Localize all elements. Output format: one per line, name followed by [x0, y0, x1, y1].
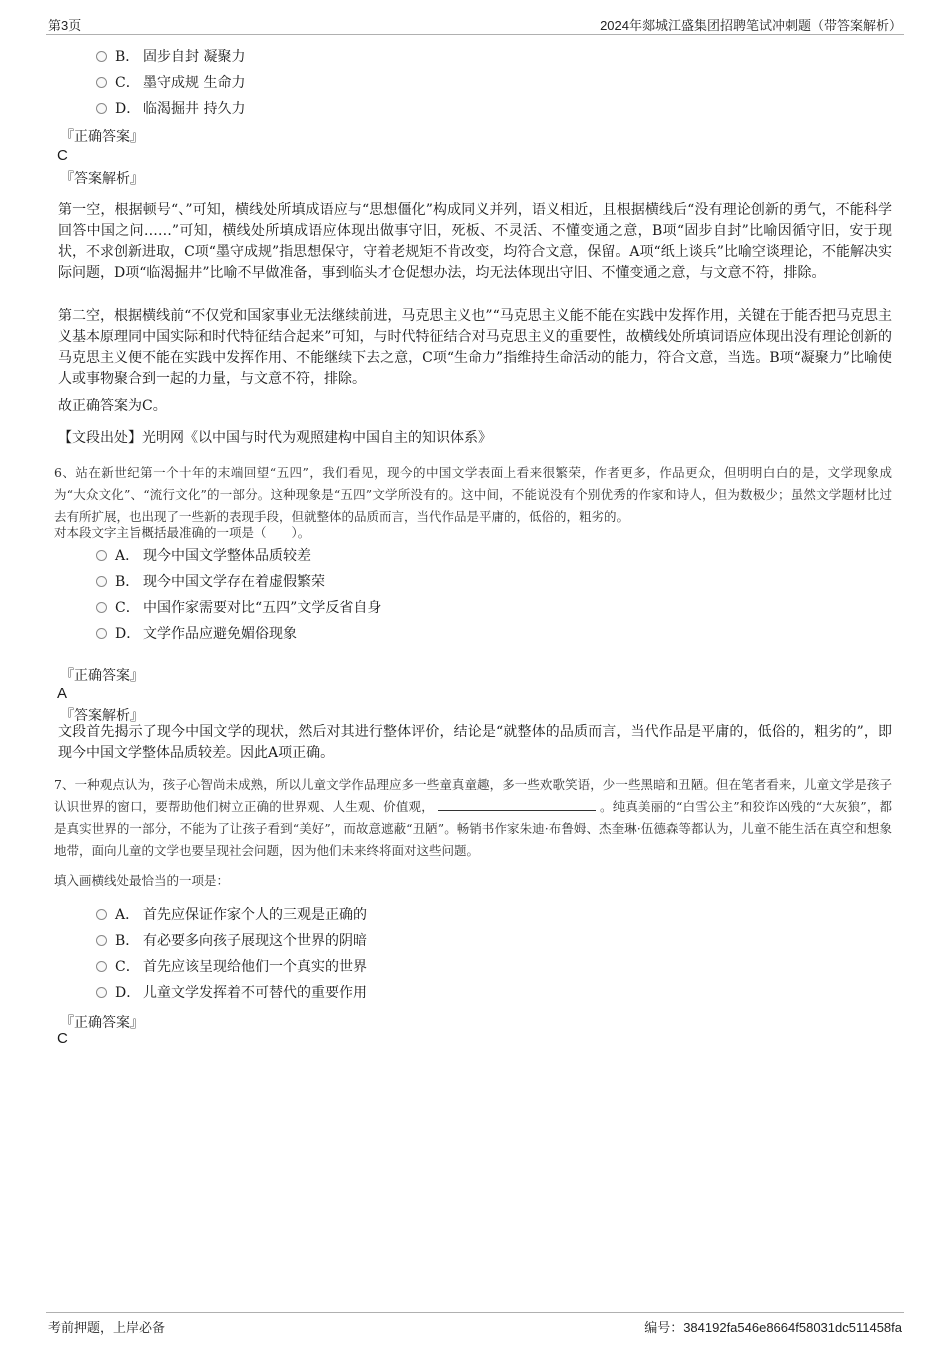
analysis-label: 『答案解析』 — [60, 171, 144, 187]
radio-icon[interactable] — [96, 51, 107, 62]
q6-question: 对本段文字主旨概括最准确的一项是（ ）。 — [54, 525, 311, 540]
page-header — [46, 12, 904, 35]
radio-icon[interactable] — [96, 628, 107, 639]
q6-analysis: 文段首先揭示了现今中国文学的现状，然后对其进行整体评价，结论是“就整体的品质而言，当代作品是平庸的，低俗的，粗劣的”，即现今中国文学整体品质较差。因此A项正确。 — [58, 724, 892, 761]
radio-icon[interactable] — [96, 987, 107, 998]
q6-option-d[interactable]: D． 文学作品应避免媚俗现象 — [96, 624, 297, 644]
page-footer — [46, 1312, 904, 1335]
radio-icon[interactable] — [96, 961, 107, 972]
q6-option-c[interactable]: C． 中国作家需要对比“五四”文学反省自身 — [96, 598, 381, 618]
fill-in-blank — [438, 798, 596, 811]
correct-answer-label: 『正确答案』 — [60, 129, 144, 145]
q6-option-b[interactable]: B． 现今中国文学存在着虚假繁荣 — [96, 572, 325, 592]
radio-icon[interactable] — [96, 77, 107, 88]
q7-option-a[interactable]: A． 首先应保证作家个人的三观是正确的 — [96, 905, 367, 925]
q6-answer: A — [57, 685, 68, 702]
correct-answer-label: 『正确答案』 — [60, 1015, 144, 1031]
q5-conclusion: 故正确答案为C。 — [58, 398, 167, 414]
radio-icon[interactable] — [96, 550, 107, 561]
q7-stem: 7、一种观点认为，孩子心智尚未成熟，所以儿童文学作品理应多一些童真童趣，多一些欢歌笑语，少一些黑暗和丑陋。但在笔者看来，儿童文学是孩子认识世界的窗口，要帮助他们树立正确的世界观、人生观、价值观， 。纯真美丽的“白雪公主”和狡诈凶残的“大灰狼”，都是真实世界的一部分，不能为了让孩子看到“美好”，而故意遮蔽“丑陋”。畅销书作家朱迪·布鲁姆、杰奎琳·伍德森等都认为，儿童不能生活在真空和想象地带，面向儿童的文学也要呈现社会问题，因为他们未来终将面对这些问题。 — [54, 777, 892, 858]
radio-icon[interactable] — [96, 602, 107, 613]
analysis-label: 『答案解析』 — [60, 708, 144, 724]
radio-icon[interactable] — [96, 909, 107, 920]
footer-slogan: 考前押题，上岸必备 — [48, 1320, 166, 1335]
document-id: 编号：384192fa546e8664f58031dc511458fa — [644, 1320, 902, 1335]
q7-option-d[interactable]: D． 儿童文学发挥着不可替代的重要作用 — [96, 983, 367, 1003]
q7-question: 填入画横线处最恰当的一项是： — [54, 873, 230, 888]
q7-option-c[interactable]: C． 首先应该呈现给他们一个真实的世界 — [96, 957, 367, 977]
q6-stem: 6、站在新世纪第一个十年的末端回望“五四”，我们看见，现今的中国文学表面上看来很繁荣，作者更多，作品更众，但明明白白的是，文学现象成为“大众文化”、“流行文化”的一部分。这种现象是“五四”文学所没有的。这中间，不能说没有个别优秀的作家和诗人，但为数极少；虽然文学题材比过去有所扩展，也出现了一些新的表现手段，但就整体的品质而言，当代作品是平庸的，低俗的，粗劣的。 — [54, 465, 892, 524]
radio-icon[interactable] — [96, 576, 107, 587]
q6-option-a[interactable]: A． 现今中国文学整体品质较差 — [96, 546, 311, 566]
radio-icon[interactable] — [96, 935, 107, 946]
q5-source: 【文段出处】光明网《以中国与时代为观照建构中国自主的知识体系》 — [58, 430, 492, 446]
q5-analysis-para-1: 第一空，根据顿号“、”可知，横线处所填成语应与“思想僵化”构成同义并列，语义相近，且根据横线后“没有理论创新的勇气，不能科学回答中国之问……”可知，横线处所填成语应体现出做事守旧，死板、不灵活、不懂变通之意，B项“固步自封”比喻因循守旧，安于现状，不求创新进取，C项“墨守成规”指思想保守，守着老规矩不肯改变，均符合文意，保留。A项“纸上谈兵”比喻空谈理论，不能解决实际问题，D项“临渴掘井”比喻不早做准备，事到临头才仓促想办法，均无法体现出守旧、不懂变通之意，与文意不符，排除。 — [58, 202, 892, 281]
q5-answer: C — [57, 147, 68, 164]
q5-analysis-para-2: 第二空，根据横线前“不仅党和国家事业无法继续前进，马克思主义也”“马克思主义能不能在实践中发挥作用，关键在于能否把马克思主义基本原理同中国实际和时代特征结合起来”可知，与时代特征结合对马克思主义的重要性，故横线处所填词语应体现出没有理论创新的马克思主义便不能在实践中发挥作用、不能继续下去之意，C项“生命力”指维持生命活动的能力，符合文意，当选。B项“凝聚力”比喻使人或事物聚合到一起的力量，与文意不符，排除。 — [58, 308, 892, 387]
document-title: 2024年郯城江盛集团招聘笔试冲刺题（带答案解析） — [600, 18, 902, 33]
q5-option-d[interactable]: D． 临渴掘井 持久力 — [96, 99, 245, 119]
radio-icon[interactable] — [96, 103, 107, 114]
page-number: 第3页 — [48, 18, 82, 33]
q7-answer: C — [57, 1030, 68, 1047]
correct-answer-label: 『正确答案』 — [60, 668, 144, 684]
q7-option-b[interactable]: B． 有必要多向孩子展现这个世界的阴暗 — [96, 931, 367, 951]
q5-option-b[interactable]: B． 固步自封 凝聚力 — [96, 47, 245, 67]
q5-option-c[interactable]: C． 墨守成规 生命力 — [96, 73, 245, 93]
